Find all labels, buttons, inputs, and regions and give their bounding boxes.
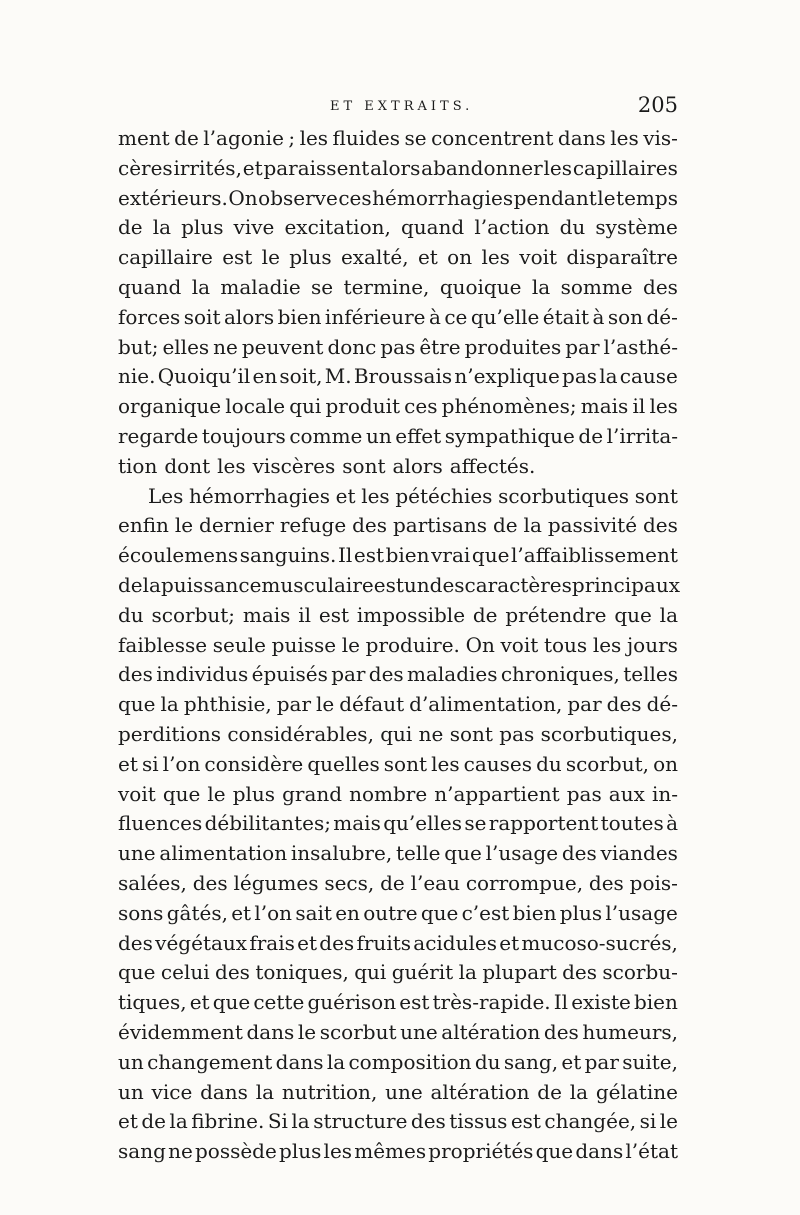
text-line: un changement dans la composition du sang, et par suite, — [118, 1049, 678, 1074]
text-line: et de la fibrine. Si la structure des tissus est changée, si le — [118, 1109, 678, 1134]
text-line: des individus épuisés par des maladies chroniques, telles — [118, 662, 678, 687]
text-line: de la plus vive excitation, quand l’action du système — [118, 215, 678, 240]
text-line: de la puissance musculaire est un des caractères principaux — [118, 572, 681, 597]
text-line: Les hémorrhagies et les pétéchies scorbutiques sont — [148, 483, 678, 508]
body-text — [118, 124, 681, 1167]
text-line: enfin le dernier refuge des partisans de la passivité des — [118, 513, 678, 538]
text-line: quand la maladie se termine, quoique la somme des — [118, 274, 678, 299]
text-line: sons gâtés, et l’on sait en outre que c’est bien plus l’usage — [118, 900, 678, 925]
text-line: et si l’on considère quelles sont les causes du scorbut, on — [118, 751, 678, 776]
text-line: un vice dans la nutrition, une altération de la gélatine — [118, 1079, 678, 1104]
page-header — [118, 93, 682, 125]
text-line: écoulemens sanguins. Il est bien vrai que l’affaiblissement — [118, 543, 678, 568]
text-line: sang ne possède plus les mêmes propriétés que dans l’état — [118, 1139, 678, 1164]
text-line: évidemment dans le scorbut une altération des humeurs, — [118, 1019, 678, 1044]
text-line: perditions considérables, qui ne sont pas scorbutiques, — [118, 721, 678, 746]
text-line: organique locale qui produit ces phénomènes; mais il les — [118, 394, 678, 419]
text-line: but; elles ne peuvent donc pas être produites par l’asthé- — [118, 334, 678, 359]
text-line: que la phthisie, par le défaut d’alimentation, par des dé- — [118, 692, 678, 717]
text-line: capillaire est le plus exalté, et on les voit disparaître — [118, 245, 678, 270]
text-line: fluences débilitantes; mais qu’elles se rapportent toutes à — [118, 811, 678, 836]
page-number: 205 — [637, 93, 678, 117]
text-line: cères irrités, et paraissent alors abandonner les capillaires — [118, 155, 678, 180]
text-line: des végétaux frais et des fruits acidules et mucoso-sucrés, — [118, 930, 678, 955]
text-line: voit que le plus grand nombre n’appartient pas aux in- — [118, 781, 678, 806]
text-line: du scorbut; mais il est impossible de prétendre que la — [118, 602, 678, 627]
text-line: que celui des toniques, qui guérit la plupart des scorbu- — [118, 960, 678, 985]
running-head: ET EXTRAITS. — [330, 99, 474, 114]
text-line: forces soit alors bien inférieure à ce qu’elle était à son dé- — [118, 304, 678, 329]
text-line: salées, des légumes secs, de l’eau corrompue, des pois- — [118, 870, 678, 895]
text-line: une alimentation insalubre, telle que l’usage des viandes — [118, 841, 678, 866]
text-line: tion dont les viscères sont alors affectés. — [118, 453, 536, 478]
text-line: tiques, et que cette guérison est très-rapide. Il existe bien — [118, 990, 678, 1015]
text-line: faiblesse seule puisse le produire. On voit tous les jours — [118, 632, 678, 657]
text-line: ment de l’agonie ; les fluides se concentrent dans les vis- — [118, 126, 678, 150]
text-line: nie. Quoiqu’il en soit, M. Broussais n’explique pas la cause — [118, 364, 678, 389]
text-line: regarde toujours comme un effet sympathique de l’irrita- — [118, 423, 678, 448]
text-line: extérieurs. On observe ces hémorrhagies pendant le temps — [118, 185, 678, 210]
